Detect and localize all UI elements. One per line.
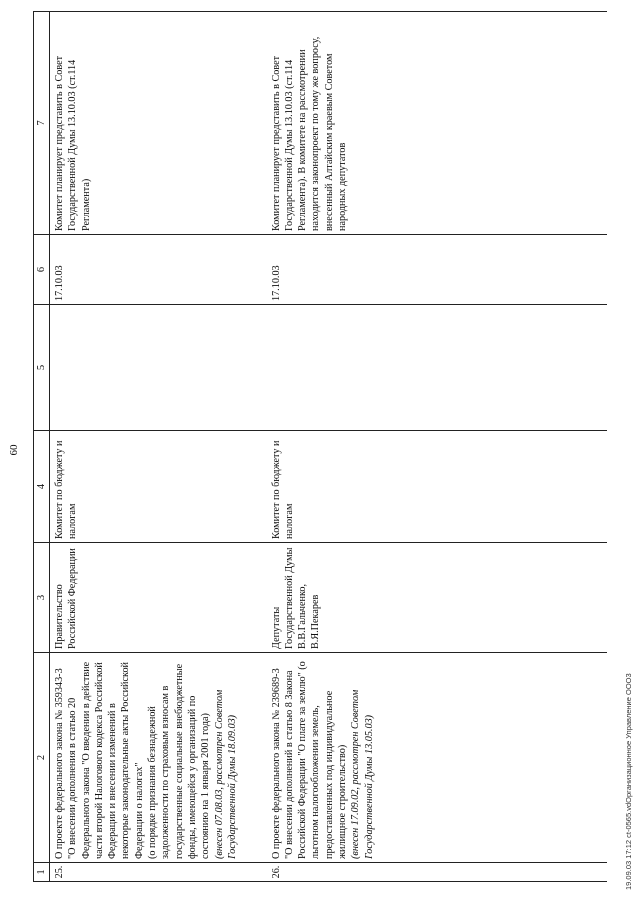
bill-cell	[267, 653, 607, 863]
row-number: 26.	[267, 863, 607, 882]
bill-submission-info: (внесен 17.09.02, рассмотрен Советом Государственной Думы 13.05.03)	[350, 689, 375, 859]
table-row	[267, 12, 607, 882]
column-5-cell	[50, 305, 267, 431]
bill-title: О проекте федерального закона № 239689-3	[270, 668, 282, 859]
table-row	[50, 12, 267, 882]
note-cell: Комитет планирует представить в Совет Государственной Думы 13.10.03 (ст.114 Регламента). В комитете на рассмотрении находится законопроект по тому же вопросу, внесенный Алтайским краевым Советом народных депутатов	[267, 12, 607, 235]
bill-description: "О внесении дополнения в статью 20 Федерального закона "О введении в действие части второй Налогового кодекса Российской Федерации и внесении изменений в некоторые законодательные акты Российской Федерации о налогах"	[67, 661, 145, 859]
column-header-2: 2	[34, 653, 50, 863]
column-header-7: 7	[34, 12, 50, 235]
committee-cell: Комитет по бюджету и налогам	[50, 431, 267, 543]
bill-submission-info: (внесен 07.08.03, рассмотрен Советом Государственной Думы 18.09.03)	[213, 689, 238, 859]
bill-details: (о порядке признания безнадежной задолженности по страховым взносам в государственные социальные внебюджетные фонды, имеющейся у организаций по состоянию на 1 января 2001 года)	[147, 663, 212, 859]
bill-description: "О внесении дополнений в статью 8 Закона Российской Федерации "О плате за землю" (о льготном налогообложении земель, предоставленных под индивидуальное жилищное строительство)	[283, 661, 348, 859]
note-cell: Комитет планирует представить в Совет Государственной Думы 13.10.03 (ст.114 Регламента)	[50, 12, 267, 235]
column-header-5: 5	[34, 305, 50, 431]
committee-cell: Комитет по бюджету и налогам	[267, 431, 607, 543]
column-header-3: 3	[34, 543, 50, 653]
table-header-row	[34, 12, 50, 882]
author-cell: Депутаты Государственной Думы В.В.Гальченко, В.Я.Пекарев	[267, 543, 607, 653]
page-number: 60	[8, 444, 20, 456]
column-5-cell	[267, 305, 607, 431]
author-cell: Правительство Российской Федерации	[50, 543, 267, 653]
bill-title: О проекте федерального закона № 359343-3	[54, 668, 65, 859]
print-footer: 19.09.03 17:12 ct-0565.vdОрганизационное Управление ООО3	[624, 673, 633, 890]
column-header-1: 1	[34, 863, 50, 882]
row-number: 25.	[50, 863, 267, 882]
date-cell: 17.10.03	[50, 235, 267, 305]
column-header-6: 6	[34, 235, 50, 305]
agenda-table	[33, 11, 607, 882]
column-header-4: 4	[34, 431, 50, 543]
date-cell: 17.10.03	[267, 235, 607, 305]
bill-cell	[50, 653, 267, 863]
